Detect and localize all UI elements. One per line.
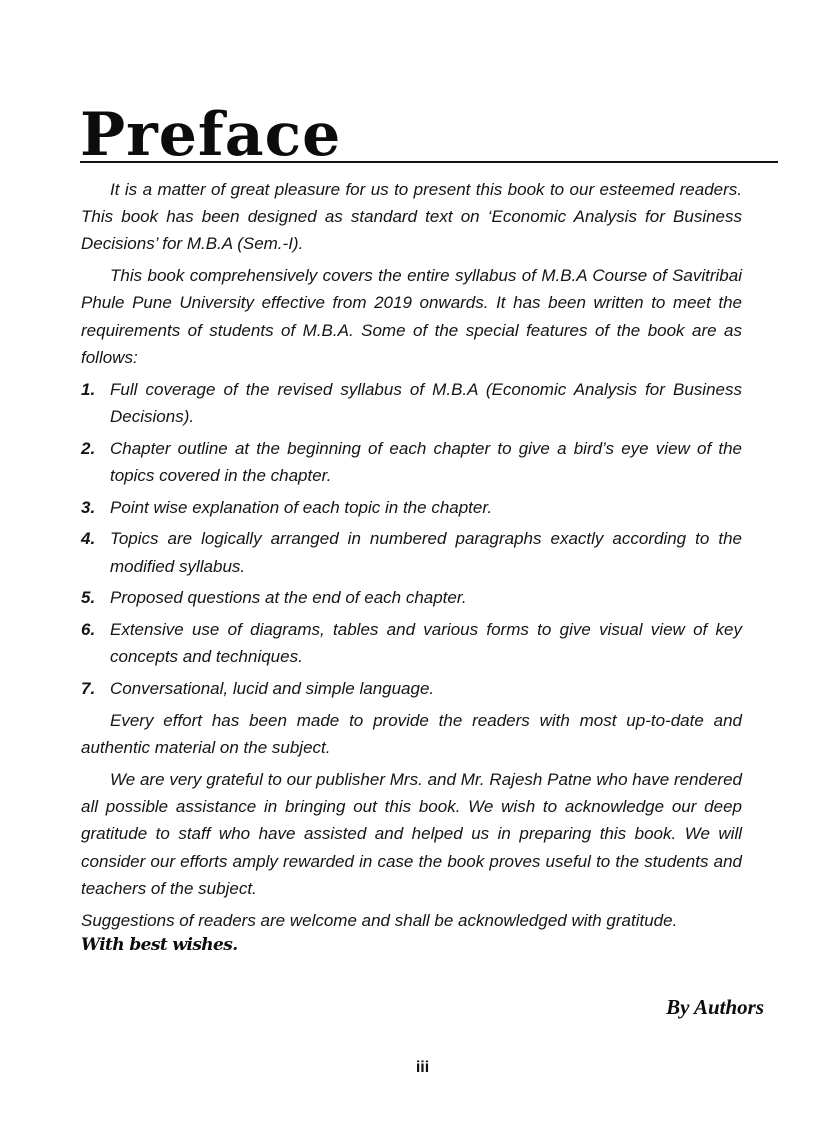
- list-number: 4.: [81, 529, 96, 549]
- list-item: [81, 584, 742, 611]
- author-signature: By Authors: [666, 995, 764, 1019]
- list-text: Proposed questions at the end of each chapter.: [110, 588, 467, 608]
- title-underline: [80, 161, 778, 163]
- best-wishes: With best wishes.: [81, 935, 238, 955]
- list-number: 2.: [81, 438, 96, 458]
- list-item: [81, 525, 742, 579]
- intro-paragraph: This book comprehensively covers the entire syllabus of M.B.A Course of Savitribai Phule Pune University effective from 2019 onwards. It has been written to meet the requirements of students of M.B.A. Some of the special features of the book are as follows:: [81, 266, 742, 367]
- list-number: 7.: [81, 679, 96, 699]
- page-number: iii: [415, 1059, 430, 1076]
- list-item: [81, 616, 742, 670]
- list-text: Chapter outline at the beginning of each chapter to give a bird’s eye view of the topics covered in the chapter.: [110, 438, 742, 485]
- list-number: 3.: [81, 497, 96, 517]
- page-title: Preface: [80, 100, 342, 170]
- closing-paragraph: Every effort has been made to provide the readers with most up-to-date and authentic material on the subject.: [81, 711, 742, 758]
- list-number: 1.: [81, 379, 96, 399]
- list-item: [81, 376, 742, 430]
- intro-paragraph: It is a matter of great pleasure for us to present this book to our esteemed readers. This book has been designed as standard text on ‘Economic Analysis for Business Decisions’ for M.B.A (Sem.-I).: [81, 180, 742, 254]
- list-text: Extensive use of diagrams, tables and various forms to give visual view of key concepts and techniques.: [110, 620, 742, 667]
- preface-body: [81, 176, 742, 938]
- list-item: [81, 675, 742, 702]
- list-number: 5.: [81, 588, 96, 608]
- list-text: Conversational, lucid and simple language.: [110, 679, 435, 699]
- list-item: [81, 435, 742, 489]
- features-list: [81, 376, 742, 703]
- list-text: Topics are logically arranged in numbered paragraphs exactly according to the modified syllabus.: [110, 529, 742, 576]
- list-item: [81, 494, 742, 521]
- list-text: Full coverage of the revised syllabus of M.B.A (Economic Analysis for Business Decisions).: [110, 379, 742, 426]
- list-number: 6.: [81, 620, 96, 640]
- suggestions-line: Suggestions of readers are welcome and shall be acknowledged with gratitude.: [81, 910, 678, 930]
- closing-paragraph: We are very grateful to our publisher Mrs. and Mr. Rajesh Patne who have rendered all possible assistance in bringing out this book. We wish to acknowledge our deep gratitude to staff who have assisted and helped us in preparing this book. We will consider our efforts amply rewarded in case the book proves useful to the students and teachers of the subject.: [81, 770, 742, 898]
- list-text: Point wise explanation of each topic in the chapter.: [110, 497, 493, 517]
